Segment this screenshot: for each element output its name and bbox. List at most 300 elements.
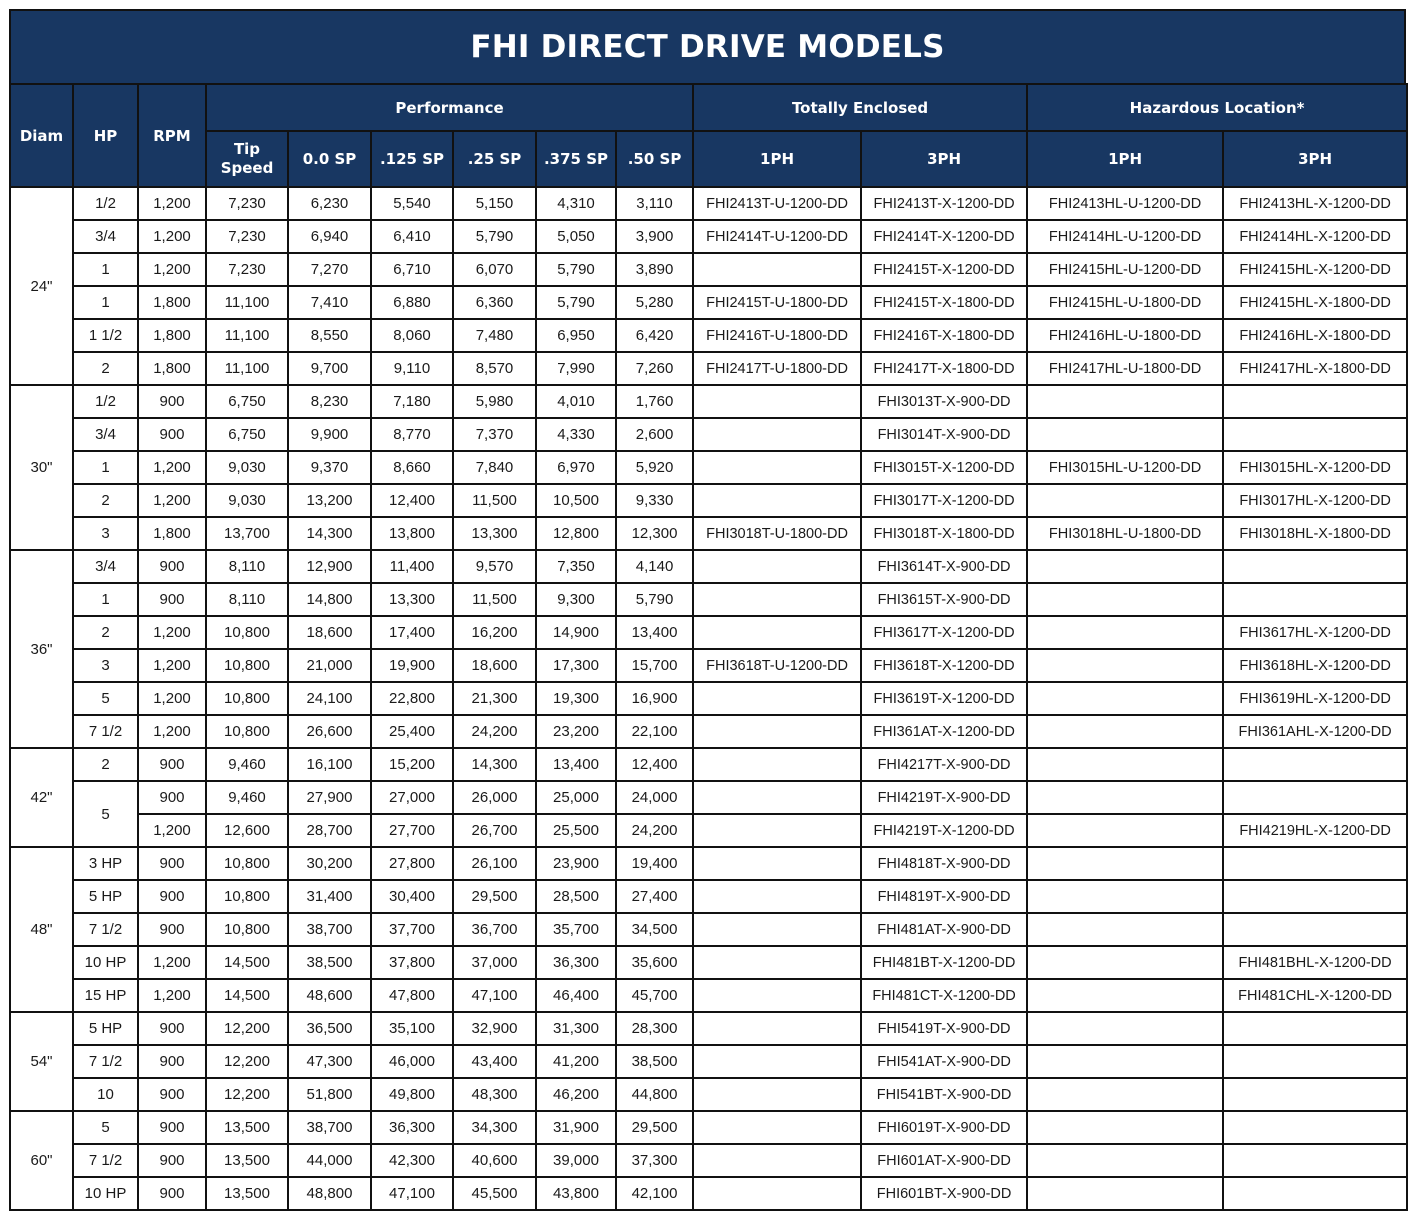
sp-125-cell: 8,660 [371, 451, 453, 484]
sp-375-cell: 28,500 [536, 880, 616, 913]
sp-0-cell: 18,600 [288, 616, 371, 649]
rpm-cell: 900 [138, 1111, 206, 1144]
sp-25-cell: 5,980 [453, 385, 536, 418]
hl-1ph-model-cell: FHI2415HL-U-1800-DD [1027, 286, 1223, 319]
sp-0-cell: 6,940 [288, 220, 371, 253]
table-row [10, 649, 1407, 682]
hl-3ph-model-cell: FHI3017HL-X-1200-DD [1223, 484, 1407, 517]
sp-25-cell: 36,700 [453, 913, 536, 946]
sp-25-cell: 26,000 [453, 781, 536, 814]
sp-0-cell: 7,270 [288, 253, 371, 286]
hl-1ph-model-cell: FHI2414HL-U-1200-DD [1027, 220, 1223, 253]
table-row [10, 682, 1407, 715]
hp-cell: 10 HP [73, 946, 138, 979]
sp-375-cell: 4,010 [536, 385, 616, 418]
te-1ph-model-cell [693, 550, 861, 583]
hl-3ph-model-cell [1223, 748, 1407, 781]
rpm-cell: 1,200 [138, 253, 206, 286]
sp-50-cell: 27,400 [616, 880, 693, 913]
sp-50-cell: 12,300 [616, 517, 693, 550]
rpm-cell: 1,200 [138, 187, 206, 220]
te-3ph-model-cell: FHI3013T-X-900-DD [861, 385, 1027, 418]
te-1ph-model-cell [693, 847, 861, 880]
te-3ph-model-cell: FHI2417T-X-1800-DD [861, 352, 1027, 385]
te-3ph-model-cell: FHI481BT-X-1200-DD [861, 946, 1027, 979]
diam-cell: 42" [10, 748, 73, 847]
hp-cell: 5 [73, 682, 138, 715]
hl-1ph-model-cell: FHI3015HL-U-1200-DD [1027, 451, 1223, 484]
tip-speed-cell: 9,460 [206, 781, 288, 814]
hl-3ph-model-cell [1223, 550, 1407, 583]
tip-speed-cell: 8,110 [206, 583, 288, 616]
sp-375-cell: 43,800 [536, 1177, 616, 1210]
tip-speed-cell: 12,200 [206, 1045, 288, 1078]
sp-25-cell: 16,200 [453, 616, 536, 649]
te-3ph-model-cell: FHI4819T-X-900-DD [861, 880, 1027, 913]
te-3ph-model-cell: FHI601AT-X-900-DD [861, 1144, 1027, 1177]
te-1ph-model-cell [693, 616, 861, 649]
sp-25-cell: 24,200 [453, 715, 536, 748]
tip-speed-cell: 11,100 [206, 319, 288, 352]
sp-25-cell: 6,070 [453, 253, 536, 286]
rpm-cell: 1,200 [138, 220, 206, 253]
table-row [10, 187, 1407, 220]
hl-3ph-model-cell: FHI2415HL-X-1200-DD [1223, 253, 1407, 286]
rpm-cell: 1,200 [138, 451, 206, 484]
hl-3ph-model-cell: FHI481BHL-X-1200-DD [1223, 946, 1407, 979]
sp-25-cell: 32,900 [453, 1012, 536, 1045]
te-3ph-model-cell: FHI4219T-X-1200-DD [861, 814, 1027, 847]
sp-25-cell: 7,480 [453, 319, 536, 352]
hp-cell: 5 [73, 781, 138, 847]
tip-speed-cell: 13,700 [206, 517, 288, 550]
sp-0-cell: 26,600 [288, 715, 371, 748]
rpm-cell: 1,800 [138, 286, 206, 319]
rpm-cell: 900 [138, 1144, 206, 1177]
tip-speed-cell: 10,800 [206, 616, 288, 649]
tip-speed-cell: 9,030 [206, 484, 288, 517]
sp-375-cell: 19,300 [536, 682, 616, 715]
te-3ph-model-cell: FHI2415T-X-1800-DD [861, 286, 1027, 319]
sp-0-cell: 51,800 [288, 1078, 371, 1111]
te-1ph-model-cell [693, 1111, 861, 1144]
sp-0-cell: 8,550 [288, 319, 371, 352]
te-1ph-model-cell [693, 1177, 861, 1210]
rpm-cell: 900 [138, 847, 206, 880]
hp-cell: 1 [73, 253, 138, 286]
sp-25-cell: 14,300 [453, 748, 536, 781]
hl-3ph-model-cell [1223, 1012, 1407, 1045]
table-row [10, 319, 1407, 352]
sp-25-cell: 6,360 [453, 286, 536, 319]
te-3ph-model-cell: FHI4217T-X-900-DD [861, 748, 1027, 781]
sp-125-cell: 27,800 [371, 847, 453, 880]
te-1ph-model-cell [693, 781, 861, 814]
sp-25-cell: 45,500 [453, 1177, 536, 1210]
tip-speed-cell: 12,200 [206, 1012, 288, 1045]
sp-375-cell: 12,800 [536, 517, 616, 550]
te-3ph-model-cell: FHI3618T-X-1200-DD [861, 649, 1027, 682]
rpm-cell: 900 [138, 418, 206, 451]
tip-speed-cell: 13,500 [206, 1111, 288, 1144]
te-1ph-model-cell: FHI2414T-U-1200-DD [693, 220, 861, 253]
table-row [10, 583, 1407, 616]
hp-cell: 3/4 [73, 418, 138, 451]
sp-0-cell: 31,400 [288, 880, 371, 913]
sp-375-cell: 25,000 [536, 781, 616, 814]
col-header-te-3ph: 3PH [861, 131, 1027, 187]
sp-50-cell: 24,200 [616, 814, 693, 847]
table-row [10, 517, 1407, 550]
hl-3ph-model-cell: FHI2413HL-X-1200-DD [1223, 187, 1407, 220]
diam-cell: 30" [10, 385, 73, 550]
sp-375-cell: 17,300 [536, 649, 616, 682]
te-3ph-model-cell: FHI2414T-X-1200-DD [861, 220, 1027, 253]
col-header-hl-1ph: 1PH [1027, 131, 1223, 187]
tip-speed-cell: 7,230 [206, 187, 288, 220]
hl-1ph-model-cell [1027, 1111, 1223, 1144]
te-3ph-model-cell: FHI5419T-X-900-DD [861, 1012, 1027, 1045]
sp-0-cell: 8,230 [288, 385, 371, 418]
sp-375-cell: 7,350 [536, 550, 616, 583]
te-3ph-model-cell: FHI3014T-X-900-DD [861, 418, 1027, 451]
sp-375-cell: 46,400 [536, 979, 616, 1012]
sp-0-cell: 16,100 [288, 748, 371, 781]
rpm-cell: 900 [138, 913, 206, 946]
hp-cell: 15 HP [73, 979, 138, 1012]
sp-375-cell: 10,500 [536, 484, 616, 517]
tip-speed-cell: 10,800 [206, 715, 288, 748]
sp-0-cell: 27,900 [288, 781, 371, 814]
sp-50-cell: 9,330 [616, 484, 693, 517]
table-row [10, 748, 1407, 781]
tip-speed-cell: 10,800 [206, 649, 288, 682]
hl-1ph-model-cell [1027, 1078, 1223, 1111]
table-row [10, 880, 1407, 913]
te-3ph-model-cell: FHI3617T-X-1200-DD [861, 616, 1027, 649]
te-1ph-model-cell [693, 418, 861, 451]
hl-3ph-model-cell: FHI361AHL-X-1200-DD [1223, 715, 1407, 748]
sp-125-cell: 37,800 [371, 946, 453, 979]
te-1ph-model-cell [693, 814, 861, 847]
sp-375-cell: 41,200 [536, 1045, 616, 1078]
table-row [10, 979, 1407, 1012]
hl-3ph-model-cell [1223, 1144, 1407, 1177]
sp-125-cell: 22,800 [371, 682, 453, 715]
tip-speed-cell: 12,600 [206, 814, 288, 847]
sp-25-cell: 37,000 [453, 946, 536, 979]
hl-1ph-model-cell: FHI3018HL-U-1800-DD [1027, 517, 1223, 550]
sp-50-cell: 37,300 [616, 1144, 693, 1177]
te-1ph-model-cell: FHI2416T-U-1800-DD [693, 319, 861, 352]
hp-cell: 2 [73, 484, 138, 517]
col-header-sp-125: .125 SP [371, 131, 453, 187]
sp-50-cell: 2,600 [616, 418, 693, 451]
te-3ph-model-cell: FHI3017T-X-1200-DD [861, 484, 1027, 517]
te-3ph-model-cell: FHI3614T-X-900-DD [861, 550, 1027, 583]
hp-cell: 2 [73, 748, 138, 781]
hl-3ph-model-cell [1223, 1045, 1407, 1078]
sp-375-cell: 5,790 [536, 286, 616, 319]
hp-cell: 5 HP [73, 880, 138, 913]
te-3ph-model-cell: FHI541AT-X-900-DD [861, 1045, 1027, 1078]
tip-speed-cell: 6,750 [206, 385, 288, 418]
sp-50-cell: 42,100 [616, 1177, 693, 1210]
tip-speed-cell: 11,100 [206, 352, 288, 385]
hl-1ph-model-cell [1027, 385, 1223, 418]
te-1ph-model-cell [693, 946, 861, 979]
hl-3ph-model-cell: FHI3619HL-X-1200-DD [1223, 682, 1407, 715]
te-3ph-model-cell: FHI4219T-X-900-DD [861, 781, 1027, 814]
hl-3ph-model-cell [1223, 1177, 1407, 1210]
sp-375-cell: 23,200 [536, 715, 616, 748]
hl-1ph-model-cell [1027, 1144, 1223, 1177]
sp-50-cell: 3,900 [616, 220, 693, 253]
hl-3ph-model-cell: FHI3018HL-X-1800-DD [1223, 517, 1407, 550]
rpm-cell: 1,800 [138, 352, 206, 385]
sp-125-cell: 25,400 [371, 715, 453, 748]
te-3ph-model-cell: FHI3615T-X-900-DD [861, 583, 1027, 616]
table-row [10, 1144, 1407, 1177]
sp-375-cell: 4,310 [536, 187, 616, 220]
te-1ph-model-cell: FHI3618T-U-1200-DD [693, 649, 861, 682]
sp-50-cell: 6,420 [616, 319, 693, 352]
hp-cell: 10 [73, 1078, 138, 1111]
sp-0-cell: 38,700 [288, 913, 371, 946]
diam-cell: 54" [10, 1012, 73, 1111]
te-3ph-model-cell: FHI481AT-X-900-DD [861, 913, 1027, 946]
table-body [10, 187, 1407, 1210]
sp-50-cell: 15,700 [616, 649, 693, 682]
hl-3ph-model-cell [1223, 1111, 1407, 1144]
table-row [10, 550, 1407, 583]
sp-375-cell: 14,900 [536, 616, 616, 649]
te-1ph-model-cell: FHI2415T-U-1800-DD [693, 286, 861, 319]
col-header-te-1ph: 1PH [693, 131, 861, 187]
hl-3ph-model-cell [1223, 1078, 1407, 1111]
hl-1ph-model-cell [1027, 550, 1223, 583]
sp-0-cell: 24,100 [288, 682, 371, 715]
rpm-cell: 1,800 [138, 517, 206, 550]
hl-1ph-model-cell [1027, 1012, 1223, 1045]
te-3ph-model-cell: FHI4818T-X-900-DD [861, 847, 1027, 880]
sp-125-cell: 49,800 [371, 1078, 453, 1111]
sp-125-cell: 9,110 [371, 352, 453, 385]
sp-25-cell: 29,500 [453, 880, 536, 913]
hl-1ph-model-cell [1027, 847, 1223, 880]
hl-1ph-model-cell [1027, 616, 1223, 649]
te-1ph-model-cell [693, 748, 861, 781]
col-header-sp-375: .375 SP [536, 131, 616, 187]
models-sheet [9, 9, 1406, 1211]
sp-375-cell: 31,900 [536, 1111, 616, 1144]
table-row [10, 1045, 1407, 1078]
te-3ph-model-cell: FHI541BT-X-900-DD [861, 1078, 1027, 1111]
rpm-cell: 1,200 [138, 649, 206, 682]
sp-0-cell: 47,300 [288, 1045, 371, 1078]
sp-25-cell: 43,400 [453, 1045, 536, 1078]
tip-speed-cell: 12,200 [206, 1078, 288, 1111]
sp-125-cell: 37,700 [371, 913, 453, 946]
rpm-cell: 900 [138, 1045, 206, 1078]
hp-cell: 7 1/2 [73, 1045, 138, 1078]
sp-50-cell: 13,400 [616, 616, 693, 649]
rpm-cell: 900 [138, 1177, 206, 1210]
sp-0-cell: 21,000 [288, 649, 371, 682]
sp-0-cell: 30,200 [288, 847, 371, 880]
sp-0-cell: 9,700 [288, 352, 371, 385]
te-1ph-model-cell [693, 913, 861, 946]
sp-125-cell: 27,000 [371, 781, 453, 814]
rpm-cell: 900 [138, 1012, 206, 1045]
sp-25-cell: 13,300 [453, 517, 536, 550]
sp-50-cell: 4,140 [616, 550, 693, 583]
hl-1ph-model-cell [1027, 682, 1223, 715]
sp-0-cell: 12,900 [288, 550, 371, 583]
te-3ph-model-cell: FHI6019T-X-900-DD [861, 1111, 1027, 1144]
sp-0-cell: 48,600 [288, 979, 371, 1012]
sp-125-cell: 27,700 [371, 814, 453, 847]
sp-0-cell: 38,700 [288, 1111, 371, 1144]
rpm-cell: 900 [138, 550, 206, 583]
table-row [10, 1177, 1407, 1210]
hl-3ph-model-cell: FHI3015HL-X-1200-DD [1223, 451, 1407, 484]
hl-1ph-model-cell: FHI2413HL-U-1200-DD [1027, 187, 1223, 220]
sp-375-cell: 5,790 [536, 253, 616, 286]
hl-1ph-model-cell [1027, 649, 1223, 682]
hp-cell: 1 1/2 [73, 319, 138, 352]
tip-speed-cell: 9,460 [206, 748, 288, 781]
sp-125-cell: 8,770 [371, 418, 453, 451]
sp-125-cell: 8,060 [371, 319, 453, 352]
te-1ph-model-cell [693, 880, 861, 913]
sp-0-cell: 6,230 [288, 187, 371, 220]
hl-3ph-model-cell: FHI3618HL-X-1200-DD [1223, 649, 1407, 682]
sp-50-cell: 12,400 [616, 748, 693, 781]
te-1ph-model-cell [693, 484, 861, 517]
te-1ph-model-cell: FHI2413T-U-1200-DD [693, 187, 861, 220]
sp-25-cell: 26,700 [453, 814, 536, 847]
table-row [10, 484, 1407, 517]
tip-speed-cell: 6,750 [206, 418, 288, 451]
sp-50-cell: 5,280 [616, 286, 693, 319]
table-row [10, 616, 1407, 649]
sp-25-cell: 8,570 [453, 352, 536, 385]
table-row [10, 781, 1407, 814]
sp-50-cell: 45,700 [616, 979, 693, 1012]
col-header-sp-0: 0.0 SP [288, 131, 371, 187]
sp-125-cell: 13,800 [371, 517, 453, 550]
sp-50-cell: 5,790 [616, 583, 693, 616]
sp-125-cell: 13,300 [371, 583, 453, 616]
group-header-performance: Performance [206, 84, 693, 131]
hp-cell: 3/4 [73, 220, 138, 253]
group-header-totally-enclosed: Totally Enclosed [693, 84, 1027, 131]
hl-1ph-model-cell: FHI2417HL-U-1800-DD [1027, 352, 1223, 385]
te-1ph-model-cell [693, 583, 861, 616]
sp-25-cell: 5,790 [453, 220, 536, 253]
sp-125-cell: 17,400 [371, 616, 453, 649]
sp-25-cell: 40,600 [453, 1144, 536, 1177]
sp-0-cell: 9,370 [288, 451, 371, 484]
hp-cell: 1 [73, 451, 138, 484]
sp-125-cell: 6,710 [371, 253, 453, 286]
te-3ph-model-cell: FHI481CT-X-1200-DD [861, 979, 1027, 1012]
sp-50-cell: 38,500 [616, 1045, 693, 1078]
sp-0-cell: 48,800 [288, 1177, 371, 1210]
hl-1ph-model-cell [1027, 583, 1223, 616]
sp-25-cell: 34,300 [453, 1111, 536, 1144]
table-row [10, 946, 1407, 979]
diam-cell: 48" [10, 847, 73, 1012]
sp-25-cell: 11,500 [453, 484, 536, 517]
rpm-cell: 900 [138, 748, 206, 781]
tip-speed-cell: 11,100 [206, 286, 288, 319]
te-1ph-model-cell [693, 1078, 861, 1111]
hl-3ph-model-cell: FHI481CHL-X-1200-DD [1223, 979, 1407, 1012]
table-row [10, 847, 1407, 880]
te-1ph-model-cell [693, 1144, 861, 1177]
tip-speed-cell: 13,500 [206, 1144, 288, 1177]
hp-cell: 2 [73, 616, 138, 649]
sp-125-cell: 6,410 [371, 220, 453, 253]
tip-speed-cell: 10,800 [206, 682, 288, 715]
sp-50-cell: 1,760 [616, 385, 693, 418]
hp-cell: 7 1/2 [73, 715, 138, 748]
sp-25-cell: 11,500 [453, 583, 536, 616]
te-1ph-model-cell [693, 979, 861, 1012]
rpm-cell: 1,200 [138, 616, 206, 649]
table-row [10, 1111, 1407, 1144]
col-header-hp: HP [73, 84, 138, 187]
sp-0-cell: 14,300 [288, 517, 371, 550]
te-3ph-model-cell: FHI2415T-X-1200-DD [861, 253, 1027, 286]
sp-0-cell: 38,500 [288, 946, 371, 979]
hl-3ph-model-cell: FHI2414HL-X-1200-DD [1223, 220, 1407, 253]
sp-0-cell: 36,500 [288, 1012, 371, 1045]
sp-125-cell: 47,800 [371, 979, 453, 1012]
hp-cell: 1/2 [73, 385, 138, 418]
rpm-cell: 900 [138, 1078, 206, 1111]
sp-125-cell: 47,100 [371, 1177, 453, 1210]
tip-speed-cell: 8,110 [206, 550, 288, 583]
group-header-hazardous-location: Hazardous Location* [1027, 84, 1407, 131]
sp-375-cell: 39,000 [536, 1144, 616, 1177]
sp-375-cell: 4,330 [536, 418, 616, 451]
hp-cell: 1 [73, 286, 138, 319]
sp-50-cell: 7,260 [616, 352, 693, 385]
hl-3ph-model-cell: FHI2417HL-X-1800-DD [1223, 352, 1407, 385]
tip-speed-cell: 14,500 [206, 979, 288, 1012]
table-row [10, 385, 1407, 418]
sp-375-cell: 6,970 [536, 451, 616, 484]
sp-375-cell: 7,990 [536, 352, 616, 385]
rpm-cell: 1,200 [138, 484, 206, 517]
te-3ph-model-cell: FHI361AT-X-1200-DD [861, 715, 1027, 748]
hl-1ph-model-cell [1027, 418, 1223, 451]
sp-125-cell: 35,100 [371, 1012, 453, 1045]
table-row [10, 1012, 1407, 1045]
hp-cell: 1/2 [73, 187, 138, 220]
te-3ph-model-cell: FHI3619T-X-1200-DD [861, 682, 1027, 715]
tip-speed-cell: 9,030 [206, 451, 288, 484]
hp-cell: 5 HP [73, 1012, 138, 1045]
te-1ph-model-cell [693, 451, 861, 484]
hl-1ph-model-cell [1027, 748, 1223, 781]
te-3ph-model-cell: FHI2416T-X-1800-DD [861, 319, 1027, 352]
tip-speed-cell: 7,230 [206, 220, 288, 253]
sp-25-cell: 9,570 [453, 550, 536, 583]
